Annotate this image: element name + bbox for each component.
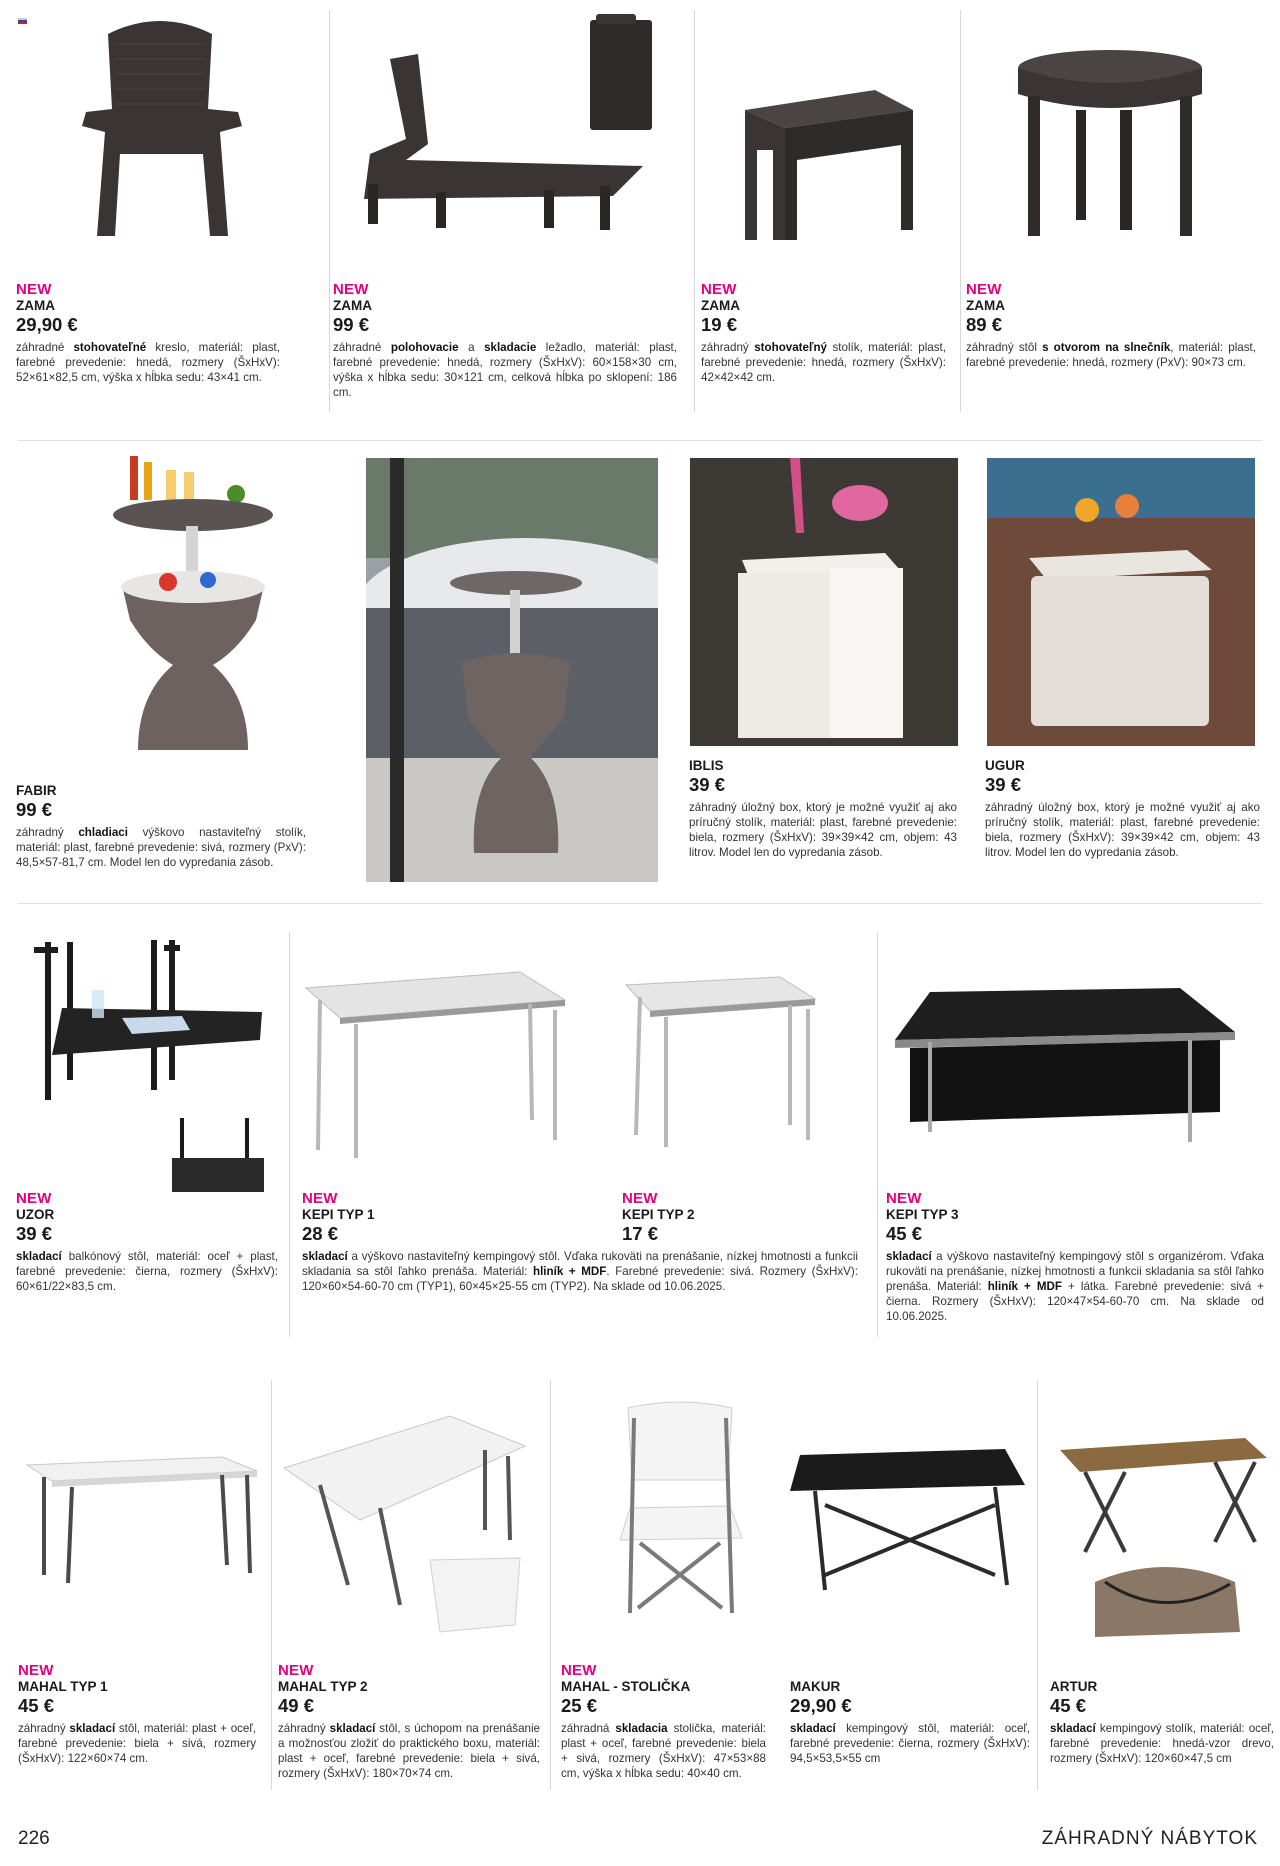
- product-uzor: [16, 1190, 278, 1294]
- new-badge: NEW: [333, 281, 369, 298]
- new-badge: NEW: [16, 281, 52, 298]
- product-name: ZAMA: [701, 298, 740, 313]
- row-divider: [18, 903, 1262, 904]
- new-badge: NEW: [16, 1190, 52, 1207]
- description-text: záhradný: [701, 341, 755, 354]
- description-text: stôl, s úchopom na prenášanie a možnosťou zložiť do praktického boxu, materiál: plast + oceľ, farebné prevedenie: biela + sivá, rozmery (ŠxHxV): 180×70×74 cm.: [278, 1722, 541, 1780]
- product-price: 19 €: [701, 314, 738, 335]
- product-description: [790, 1721, 1030, 1766]
- product-price: 25 €: [561, 1695, 598, 1716]
- description-bold-text: skladacie: [484, 341, 537, 354]
- product-price: 99 €: [16, 799, 53, 820]
- description-bold-text: skladací: [1050, 1722, 1096, 1735]
- product-name: IBLIS: [689, 758, 724, 773]
- product-price: 49 €: [278, 1695, 315, 1716]
- product-price: 39 €: [16, 1223, 53, 1244]
- product-name: MAHAL - STOLIČKA: [561, 1679, 691, 1694]
- product-description: [16, 340, 280, 385]
- description-bold-text: stohovateľné: [73, 341, 147, 354]
- product-description: [16, 1249, 278, 1294]
- description-bold-text: skladací: [302, 1250, 348, 1263]
- product-description: [689, 800, 957, 860]
- description-text: . Farebné prevedenie: sivá. Rozmery (ŠxHxV): 120×60×54-60-70 cm (TYP1), 60×45×25-55 cm (TYP2). Na sklade od 10.06.2025.: [302, 1265, 858, 1293]
- product-price: 99 €: [333, 314, 370, 335]
- section-title: ZÁHRADNÝ NÁBYTOK: [1041, 1828, 1258, 1849]
- column-divider: [877, 932, 878, 1337]
- product-price: 28 €: [302, 1223, 339, 1244]
- fabir-scene-image: [366, 458, 658, 882]
- product-name: ZAMA: [16, 298, 55, 313]
- product-name: MAHAL TYP 1: [18, 1679, 108, 1694]
- product-name: KEPI TYP 1: [302, 1207, 375, 1222]
- mahal-chair-image: [610, 1398, 750, 1616]
- product-name: UGUR: [985, 758, 1025, 773]
- product-price: 29,90 €: [16, 314, 78, 335]
- product-iblis: [689, 758, 957, 860]
- ugur-image: [987, 458, 1255, 746]
- product-description: [16, 825, 306, 870]
- uzor-image: [22, 930, 268, 1192]
- new-badge: NEW: [701, 281, 737, 298]
- product-description: [302, 1249, 858, 1294]
- description-bold-text: skladací: [886, 1250, 932, 1263]
- product-description: [1050, 1721, 1274, 1766]
- product-mahal-chair: [561, 1662, 766, 1781]
- product-zama-table: [966, 281, 1256, 370]
- mahal2-image: [280, 1410, 530, 1635]
- product-fabir: [16, 783, 306, 870]
- product-name: MAHAL TYP 2: [278, 1679, 368, 1694]
- product-kepi3: [886, 1190, 1264, 1324]
- description-text: kempingový stolík, materiál: oceľ, farebné prevedenie: hnedá-vzor drevo, rozmery (ŠxHxV): 120×60×47,5 cm: [1050, 1722, 1274, 1765]
- product-description: [18, 1721, 256, 1766]
- product-zama-lounger: [333, 281, 677, 400]
- zama-table-image: [1010, 46, 1210, 241]
- page-number: 226: [18, 1828, 50, 1849]
- zama-stool-image: [735, 90, 920, 240]
- product-name: KEPI TYP 2: [622, 1207, 695, 1222]
- product-description: [333, 340, 677, 400]
- product-makur: [790, 1679, 1030, 1766]
- new-badge: NEW: [18, 1662, 54, 1679]
- description-text: stôl, materiál: plast + oceľ, farebné prevedenie: biela + sivá, rozmery (ŠxHxV): 122×60×74 cm.: [18, 1722, 256, 1765]
- column-divider: [1037, 1380, 1038, 1790]
- product-description: [886, 1249, 1264, 1324]
- language-flag-icon: [18, 18, 27, 24]
- product-mahal1: [18, 1662, 256, 1766]
- product-name: ZAMA: [333, 298, 372, 313]
- product-kepi: [302, 1190, 858, 1294]
- product-name: KEPI TYP 3: [886, 1207, 959, 1222]
- description-bold-text: hliník + MDF: [987, 1280, 1062, 1293]
- column-divider: [960, 10, 961, 412]
- new-badge: NEW: [302, 1190, 338, 1207]
- description-text: a: [458, 341, 485, 354]
- product-price: 45 €: [886, 1223, 923, 1244]
- product-price: 89 €: [966, 314, 1003, 335]
- new-badge: NEW: [622, 1190, 658, 1207]
- description-bold-text: s otvorom na slnečník: [1042, 341, 1171, 354]
- description-text: záhradný: [278, 1722, 330, 1735]
- description-bold-text: skladacia: [615, 1722, 668, 1735]
- iblis-image: [690, 458, 958, 746]
- description-text: záhradný: [16, 826, 79, 839]
- description-text: stolička, materiál: plast + oceľ, farebné prevedenie: biela + sivá, rozmery (ŠxHxV): 47×53×88 cm, výška x hĺbka sedu: 40×40 cm.: [561, 1722, 766, 1780]
- description-bold-text: skladací: [69, 1722, 116, 1735]
- product-name: UZOR: [16, 1207, 55, 1222]
- description-text: kreslo, materiál: plast, farebné prevedenie: hnedá, rozmery (ŠxHxV): 52×61×82,5 cm, výška x hĺbka sedu: 43×41 cm.: [16, 341, 280, 384]
- description-text: záhradné: [16, 341, 74, 354]
- product-price: 45 €: [1050, 1695, 1087, 1716]
- description-text: záhradná: [561, 1722, 616, 1735]
- product-price: 29,90 €: [790, 1695, 852, 1716]
- description-text: , materiál: plast, farebné prevedenie: hnedá, rozmery (PxV): 90×73 cm.: [966, 341, 1256, 369]
- description-text: záhradný: [18, 1722, 70, 1735]
- product-mahal2: [278, 1662, 540, 1781]
- description-bold-text: hliník + MDF: [533, 1265, 607, 1278]
- product-zama-stool: [701, 281, 946, 385]
- new-badge: NEW: [886, 1190, 922, 1207]
- description-text: + látka. Farebné prevedenie: sivá + čierna. Rozmery (ŠxHxV): 120×47×54-60-70 cm. Na sklade od 10.06.2025.: [886, 1280, 1264, 1323]
- product-description: [561, 1721, 766, 1781]
- new-badge: NEW: [966, 281, 1002, 298]
- product-name: FABIR: [16, 783, 57, 798]
- description-text: balkónový stôl, materiál: oceľ + plast, farebné prevedenie: čierna, rozmery (ŠxHxV): 60×61/22×83,5 cm.: [16, 1250, 278, 1293]
- description-text: kempingový stôl, materiál: oceľ, farebné prevedenie: čierna, rozmery (ŠxHxV): 94,5×53,5×55 cm: [790, 1722, 1030, 1765]
- product-price: 45 €: [18, 1695, 55, 1716]
- description-bold-text: stohovateľný: [754, 341, 827, 354]
- column-divider: [550, 1380, 551, 1790]
- product-name: ARTUR: [1050, 1679, 1098, 1694]
- description-bold-text: chladiaci: [78, 826, 128, 839]
- description-text: a výškovo nastaviteľný kempingový stôl. Vďaka rukoväti na prenášanie, nízkej hmotnosti a funkcii skladania sa stôl ľahko prenáša. Materiál:: [302, 1250, 858, 1278]
- product-name: MAKUR: [790, 1679, 841, 1694]
- fabir-image: [108, 450, 278, 770]
- column-divider: [329, 10, 330, 412]
- kepi2-image: [620, 975, 820, 1150]
- product-description: [278, 1721, 540, 1781]
- mahal1-image: [22, 1455, 262, 1585]
- column-divider: [289, 932, 290, 1337]
- kepi1-image: [300, 970, 570, 1160]
- product-artur: [1050, 1679, 1274, 1766]
- new-badge: NEW: [561, 1662, 597, 1679]
- zama-chair-image: [60, 14, 260, 239]
- description-text: záhradný úložný box, ktorý je možné využiť aj ako príručný stolík, materiál: plast, farebné prevedenie: biela, rozmery (ŠxHxV): 39×39×42 cm, objem: 43 litrov. Model len do vypredania zásob.: [985, 801, 1260, 859]
- description-bold-text: polohovacie: [390, 341, 459, 354]
- description-bold-text: skladací: [329, 1722, 376, 1735]
- new-badge: NEW: [278, 1662, 314, 1679]
- description-text: záhradný stôl: [966, 341, 1043, 354]
- description-text: výškovo nastaviteľný stolík, materiál: plast, farebné prevedenie: sivá, rozmery (PxV): 48,5×57-81,7 cm. Model len do vypredania zásob.: [16, 826, 307, 869]
- row-divider: [18, 440, 1262, 441]
- product-description: [966, 340, 1256, 370]
- product-description: [985, 800, 1260, 860]
- description-text: ležadlo, materiál: plast, farebné prevedenie: hnedá, rozmery (ŠxHxV): 60×158×30 cm, výška x hĺbka sedu: 30×121 cm, celková hĺbka po sklopení: 186 cm.: [333, 341, 678, 399]
- artur-image: [1055, 1432, 1270, 1642]
- description-bold-text: skladací: [790, 1722, 836, 1735]
- description-bold-text: skladací: [16, 1250, 62, 1263]
- description-text: záhradné: [333, 341, 391, 354]
- product-price: 39 €: [985, 774, 1022, 795]
- product-ugur: [985, 758, 1260, 860]
- description-text: stolík, materiál: plast, farebné prevedenie: hnedá, rozmery (ŠxHxV): 42×42×42 cm.: [701, 341, 946, 384]
- column-divider: [271, 1380, 272, 1790]
- column-divider: [694, 10, 695, 412]
- product-price: 39 €: [689, 774, 726, 795]
- product-description: [701, 340, 946, 385]
- product-zama-chair: [16, 281, 280, 385]
- description-text: záhradný úložný box, ktorý je možné využiť aj ako príručný stolík, materiál: plast, farebné prevedenie: biela, rozmery (ŠxHxV): 39×39×42 cm, objem: 43 litrov. Model len do vypredania zásob.: [689, 801, 957, 859]
- description-text: a výškovo nastaviteľný kempingový stôl s organizérom. Vďaka rukoväti na prenášanie, nízkej hmotnosti a funkcii skladania sa stôl ľahko prenáša. Materiál:: [886, 1250, 1264, 1293]
- makur-image: [785, 1445, 1030, 1595]
- kepi3-image: [890, 982, 1240, 1152]
- product-price: 17 €: [622, 1223, 659, 1244]
- zama-lounger-image: [358, 14, 668, 239]
- product-name: ZAMA: [966, 298, 1005, 313]
